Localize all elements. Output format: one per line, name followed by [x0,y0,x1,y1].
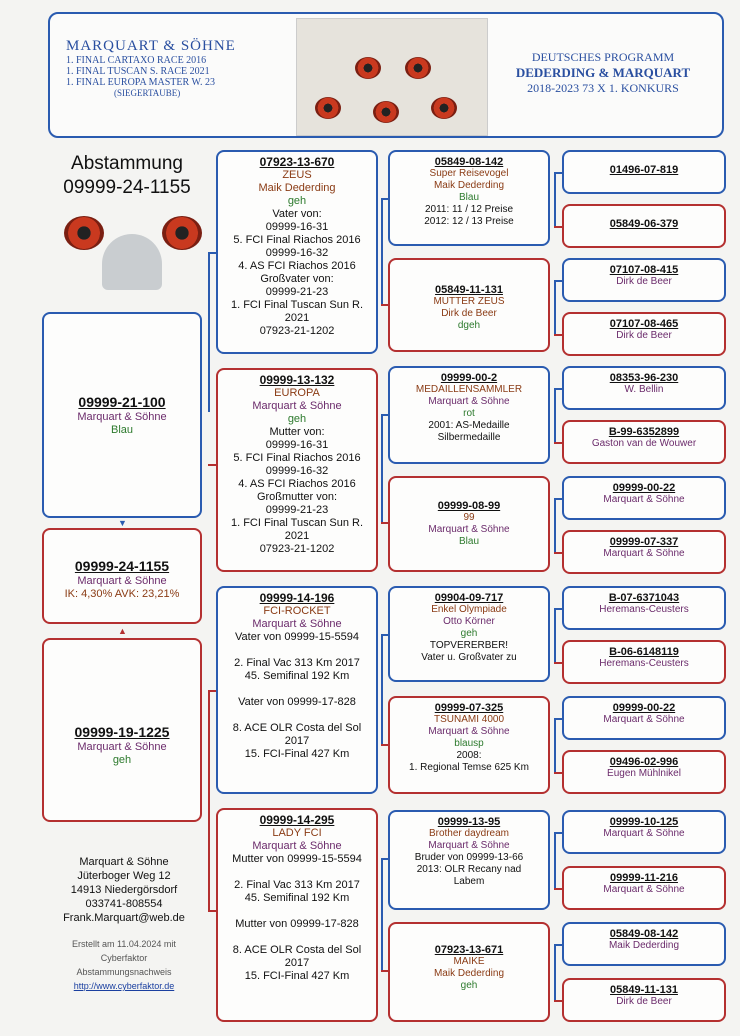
g4-box-6[interactable] [562,420,726,464]
g4-number: 05849-06-379 [609,218,679,230]
g3-name: MUTTER ZEUS [433,296,505,307]
g2-owner: Maik Dederding [258,182,336,194]
header-left [66,38,286,98]
g2-number: 09999-14-196 [259,591,335,605]
g4-box-12[interactable] [562,750,726,794]
title-ring: 09999-24-1155 [63,177,191,198]
dam-box[interactable] [42,638,202,822]
g4-owner: Gaston van de Wouwer [591,438,697,449]
g4-number: B-99-6352899 [608,426,680,438]
created-note: Erstellt am 11.04.2024 mit [72,939,176,949]
g4-number: 09999-00-22 [612,702,676,714]
g3-box-4[interactable] [388,476,550,572]
main-bird-stats: IK: 4,30% AVK: 23,21% [64,588,180,600]
header-line: 1. FINAL EUROPA MASTER W. 23 [66,77,216,88]
g4-number: 05849-11-131 [610,984,678,996]
main-bird-box[interactable] [42,528,202,624]
address-line: Marquart & Söhne [79,856,169,868]
g4-owner: Dirk de Beer [616,330,672,341]
g4-owner: Eugen Mühlnikel [607,768,681,779]
g4-owner: Marquart & Söhne [603,884,685,895]
main-bird-number: 09999-24-1155 [74,558,170,574]
g3-text: 2008: 1. Regional Temse 625 Km [409,750,529,773]
g3-owner: Maik Dederding [433,968,505,979]
g2-owner: Marquart & Söhne [252,618,342,630]
g4-owner: Marquart & Söhne [603,714,685,725]
header-program: DEUTSCHES PROGRAMM [531,50,675,64]
dam-color: geh [112,754,132,766]
sire-color: Blau [110,424,134,436]
g2-owner: Marquart & Söhne [252,840,342,852]
g3-text: Bruder von 09999-13-66 2013: OLR Recany nad Labem [414,852,524,887]
g3-number: 05849-11-131 [435,284,503,296]
g3-color: rot [463,408,475,419]
g3-name: Enkel Olympiade [431,604,507,615]
g4-owner: Marquart & Söhne [603,548,685,559]
address-line: 14913 Niedergörsdorf [70,884,178,896]
address-line: 033741-808554 [85,898,163,910]
g3-number: 07923-13-671 [434,944,504,956]
g4-number: 01496-07-819 [609,164,679,176]
g3-number: 05849-08-142 [434,156,504,168]
arrow-up-icon: ▲ [118,626,127,636]
g2-name: FCI-ROCKET [263,605,331,617]
grandsire-1-box[interactable] [216,150,378,354]
g3-color: blausp [454,738,484,749]
title-label: Abstammung [71,153,183,174]
g4-owner: Dirk de Beer [616,996,672,1007]
g4-number: 08353-96-230 [609,372,679,384]
header-title: MARQUART & SÖHNE [66,38,236,54]
g4-box-15[interactable] [562,922,726,966]
g2-color: geh [287,195,307,207]
header-partners: DEDERDING & MARQUART [515,65,691,80]
g4-box-11[interactable] [562,696,726,740]
g3-box-3[interactable] [388,366,550,464]
g3-name: Brother daydream [428,828,510,839]
g4-number: 09999-00-22 [612,482,676,494]
g3-box-1[interactable] [388,150,550,246]
g3-box-8[interactable] [388,922,550,1022]
g2-name: ZEUS [282,169,312,181]
g4-number: B-06-6148119 [609,646,679,658]
g2-color: geh [287,413,307,425]
address-line: Jüterboger Weg 12 [77,870,171,882]
g4-owner: W. Bellin [624,384,664,395]
g4-owner: Marquart & Söhne [603,828,685,839]
header-right [498,50,708,96]
g2-number: 09999-13-132 [259,373,335,387]
g4-box-5[interactable] [562,366,726,410]
g3-owner: Dirk de Beer [441,308,497,319]
software-name: Cyberfaktor [100,953,148,963]
g3-owner: Marquart & Söhne [428,524,510,535]
g3-color: Blau [458,536,479,547]
g3-number: 09999-07-325 [434,702,504,714]
breeder-address [44,855,204,1023]
g3-owner: Maik Dederding [433,180,505,191]
g3-owner: Marquart & Söhne [428,396,510,407]
g2-number: 09999-14-295 [259,813,335,827]
arrow-down-icon: ▼ [118,518,127,528]
g3-text: 2011: 11 / 12 Preise 2012: 12 / 13 Preise [424,204,514,227]
g3-owner: Marquart & Söhne [428,840,510,851]
g4-number: 09999-10-125 [609,816,679,828]
g3-box-7[interactable] [388,810,550,910]
g3-color: geh [460,628,478,639]
g4-owner: Heremans-Ceusters [599,658,689,669]
grandsire-2-box[interactable] [216,586,378,794]
g4-number: 09496-02-996 [609,756,679,768]
sire-owner: Marquart & Söhne [77,411,167,423]
g2-name: LADY FCI [272,827,322,839]
granddam-1-box[interactable] [216,368,378,572]
g4-box-10[interactable] [562,640,726,684]
g4-number: 05849-08-142 [609,928,679,940]
g2-text: Vater von: 09999-16-31 5. FCI Final Riachos 2016 09999-16-32 4. AS FCI Riachos 2016 Großvater von: 09999-21-23 1. FCI Final Tuscan Sun R. 2021 07923-21-1202 [230,208,364,337]
g2-text: Mutter von: 09999-16-31 5. FCI Final Riachos 2016 09999-16-32 4. AS FCI Riachos 2016 Großmutter von: 09999-21-23 1. FCI Final Tuscan Sun R. 2021 07923-21-1202 [230,426,364,555]
dam-owner: Marquart & Söhne [77,741,167,753]
g4-box-3[interactable] [562,258,726,302]
sire-number: 09999-21-100 [78,394,166,410]
header-line: (SIEGERTAUBE) [114,88,181,98]
g2-text: Vater von 09999-15-5594 2. Final Vac 313 Km 2017 45. Semifinal 192 Km Vater von 09999-17-828 8. ACE OLR Costa del Sol 2017 15. FCI-Final 427 Km [232,631,362,760]
g4-owner: Marquart & Söhne [603,494,685,505]
sire-box[interactable] [42,312,202,518]
g4-box-13[interactable] [562,810,726,854]
g4-box-1[interactable] [562,150,726,194]
email: Frank.Marquart@web.de [63,912,185,924]
header-konkurs: 2018-2023 73 X 1. KONKURS [527,81,679,95]
g3-name: Super Reisevogel [429,168,509,179]
g4-box-14[interactable] [562,866,726,910]
g3-number: 09999-08-99 [437,500,501,512]
g2-owner: Marquart & Söhne [252,400,342,412]
g4-box-8[interactable] [562,530,726,574]
g3-text: TOPVERERBER! Vater u. Großvater zu [421,640,517,663]
header-line: 1. FINAL TUSCAN S. RACE 2021 [66,66,210,77]
main-bird-owner: Marquart & Söhne [77,575,167,587]
g4-owner: Maik Dederding [608,940,680,951]
g4-number: 09999-11-216 [610,872,678,884]
g2-number: 07923-13-670 [259,155,335,169]
page-title [52,152,202,200]
g3-text: 2001: AS-Medaille Silbermedaille [428,420,510,443]
g3-name: TSUNAMI 4000 [433,714,505,725]
g4-owner: Dirk de Beer [616,276,672,287]
g3-number: 09999-13-95 [437,816,501,828]
pigeon-photo [56,210,206,290]
g4-box-2[interactable] [562,204,726,248]
g3-box-2[interactable] [388,258,550,352]
g4-box-16[interactable] [562,978,726,1022]
g4-box-7[interactable] [562,476,726,520]
g3-color: Blau [458,192,479,203]
g4-number: 09999-07-337 [609,536,679,548]
dam-number: 09999-19-1225 [74,724,170,740]
g3-owner: Otto Körner [443,616,495,627]
g2-name: EUROPA [274,387,320,399]
g3-name: 99 [463,512,475,523]
g3-box-5[interactable] [388,586,550,682]
g3-owner: Marquart & Söhne [428,726,510,737]
pigeon-eyes-photo [296,18,488,136]
header-banner [48,12,724,138]
g4-box-9[interactable] [562,586,726,630]
g4-number: 07107-08-415 [609,264,679,276]
g3-name: MAIKE [453,956,485,967]
g3-color: geh [460,980,478,991]
g3-box-6[interactable] [388,696,550,794]
g3-color: dgeh [457,320,481,331]
header-line: 1. FINAL CARTAXO RACE 2016 [66,55,207,66]
g4-number: B-07-6371043 [608,592,680,604]
g3-number: 09904-09-717 [434,592,504,604]
g2-text: Mutter von 09999-15-5594 2. Final Vac 313 Km 2017 45. Semifinal 192 Km Mutter von 09999-17-828 8. ACE OLR Costa del Sol 2017 15. FCI-Final 427 Km [232,853,362,982]
g4-owner: Heremans-Ceusters [599,604,689,615]
g3-name: MEDAILLENSAMMLER [415,384,523,395]
software-sub: Abstammungsnachweis [76,967,172,977]
g4-box-4[interactable] [562,312,726,356]
granddam-2-box[interactable] [216,808,378,1022]
website-link[interactable]: http://www.cyberfaktor.de [73,981,175,991]
g4-number: 07107-08-465 [609,318,679,330]
g3-number: 09999-00-2 [440,372,498,384]
